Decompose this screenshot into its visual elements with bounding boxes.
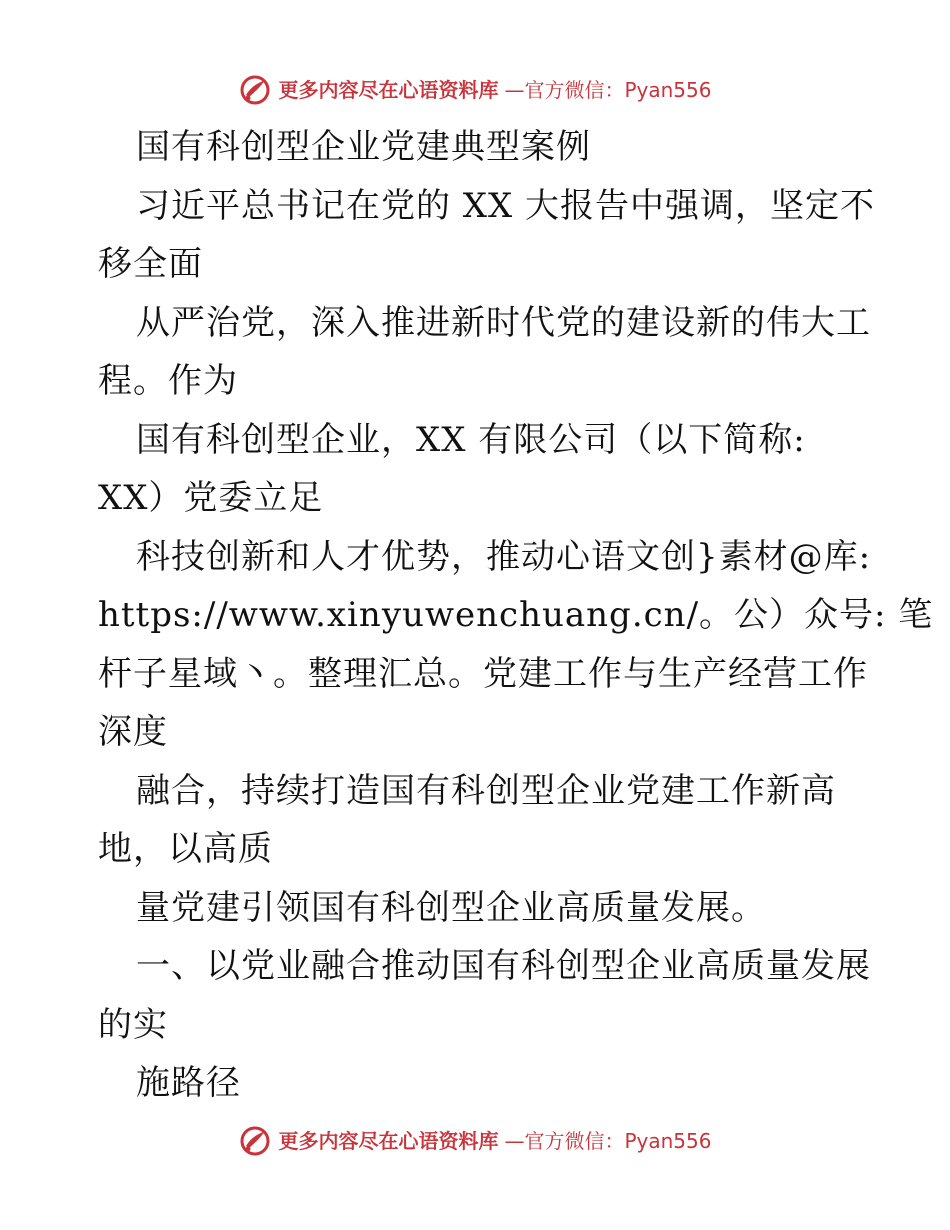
text-line: 杆子星域丶。整理汇总。党建工作与生产经营工作 — [98, 653, 868, 694]
text-line: 移全面 — [98, 244, 203, 284]
text-line: XX）党委立足 — [98, 478, 324, 518]
text-line: 程。作为 — [98, 361, 238, 401]
header-watermark — [0, 73, 950, 107]
footer-watermark — [0, 1124, 950, 1158]
brush-logo-icon — [238, 73, 272, 107]
text-line: 国有科创型企业，XX 有限公司（以下简称: — [136, 419, 806, 460]
text-line: 地，以高质 — [98, 829, 273, 869]
text-line: 国有科创型企业党建典型案例 — [136, 127, 591, 167]
text-line: 科技创新和人才优势，推动心语文创}素材@库: — [136, 536, 872, 577]
text-line: 从严治党，深入推进新时代党的建设新的伟大工 — [136, 302, 871, 343]
watermark-wechat-text: —官方微信：Pyan556 — [504, 78, 712, 102]
text-line: 深度 — [98, 712, 168, 752]
text-line: 一、以党业融合推动国有科创型企业高质量发展 — [136, 946, 871, 986]
brush-logo-icon — [238, 1124, 272, 1158]
document-body — [98, 118, 934, 1113]
text-line: 施路径 — [136, 1063, 241, 1103]
text-line: 融合，持续打造国有科创型企业党建工作新高 — [136, 770, 836, 811]
text-line: 习近平总书记在党的 XX 大报告中强调，坚定不 — [136, 185, 876, 226]
watermark-brand-text: 更多内容尽在心语资料库 — [278, 1129, 499, 1153]
text-line: https://www.xinyuwenchuang.cn/。公）众号: 笔 — [98, 595, 934, 635]
text-line: 的实 — [98, 1004, 168, 1045]
text-line: 量党建引领国有科创型企业高质量发展。 — [136, 887, 766, 928]
watermark-wechat-text: —官方微信：Pyan556 — [504, 1129, 712, 1153]
watermark-brand-text: 更多内容尽在心语资料库 — [278, 78, 499, 102]
